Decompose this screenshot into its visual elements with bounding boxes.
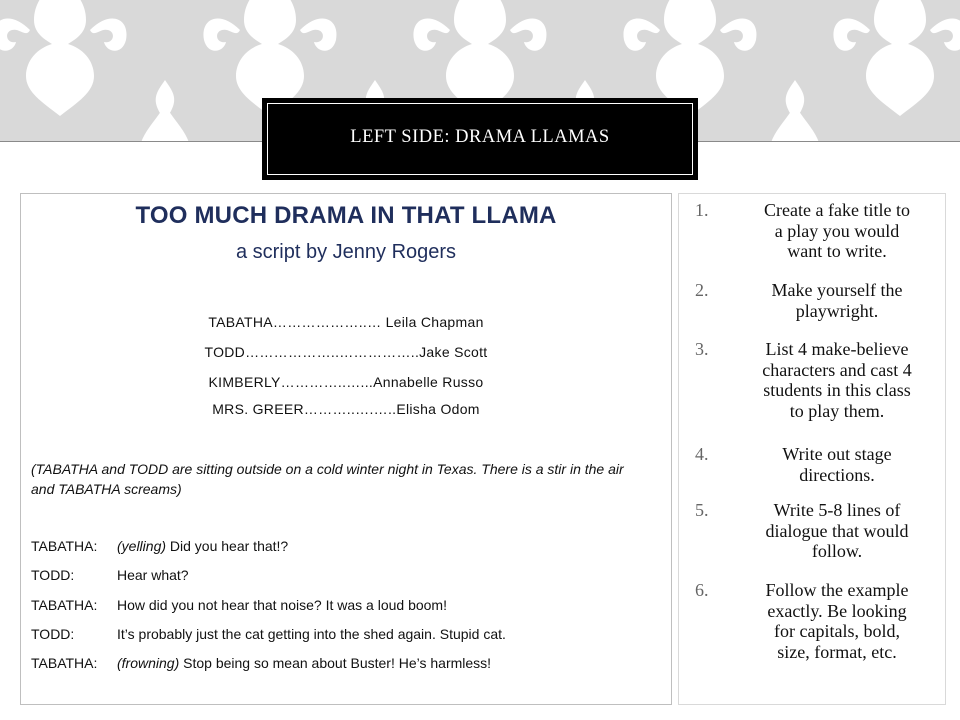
instruction-line: for capitals, bold,: [774, 621, 900, 641]
instruction-line: follow.: [811, 541, 863, 561]
instruction-line: size, format, etc.: [777, 641, 897, 662]
instruction-number: 1.: [695, 200, 709, 220]
instruction-number: 5.: [695, 500, 709, 520]
dialogue-line: [31, 567, 189, 583]
slide-title: LEFT SIDE: DRAMA LLAMAS: [350, 126, 610, 147]
instruction-line: a play you would: [774, 220, 900, 241]
speaker: TABATHA:: [31, 655, 98, 671]
line-text: Stop being so mean about Buster! He’s harmless!: [179, 655, 492, 671]
instruction-item: [679, 200, 947, 262]
instruction-line: want to write.: [787, 241, 887, 261]
instruction-line: Make yourself the: [771, 280, 903, 300]
instruction-item: [679, 280, 947, 321]
instruction-line: dialogue that would: [765, 520, 909, 541]
cast-line: MRS. GREER………..….…..Elisha Odom: [212, 401, 480, 417]
dialogue-line: [31, 597, 447, 613]
speaker: TODD:: [31, 567, 75, 583]
line-text: Hear what?: [117, 567, 189, 583]
instruction-line: to play them.: [789, 400, 885, 421]
speaker: TODD:: [31, 626, 75, 642]
instruction-item: [679, 500, 947, 562]
line-text: How did you not hear that noise? It was a loud boom!: [117, 597, 447, 613]
instruction-number: 4.: [695, 444, 709, 464]
instruction-line: playwright.: [795, 300, 879, 321]
script-title: TOO MUCH DRAMA IN THAT LLAMA: [135, 202, 557, 229]
instruction-line: characters and cast 4: [762, 359, 912, 380]
cast-line: TODD………………..……………..Jake Scott: [204, 344, 488, 360]
instruction-line: students in this class: [763, 380, 911, 400]
speaker: TABATHA:: [31, 538, 98, 554]
instructions-panel: [678, 193, 946, 705]
script-author: a script by Jenny Rogers: [235, 241, 457, 263]
stage-directions: (TABATHA and TODD are sitting outside on a cold winter night in Texas. There is a stir in the air and TABATHA screams): [31, 461, 624, 497]
instruction-number: 2.: [695, 280, 709, 300]
instruction-number: 3.: [695, 339, 709, 359]
line-text: Did you hear that!?: [166, 538, 289, 554]
instruction-line: List 4 make-believe: [765, 339, 909, 359]
instruction-line: Follow the example: [765, 580, 909, 600]
instruction-number: 6.: [695, 580, 709, 600]
slide-title-box: [262, 98, 698, 180]
instruction-line: Create a fake title to: [764, 200, 910, 220]
line-text: It’s probably just the cat getting into the shed again. Stupid cat.: [117, 626, 506, 642]
instruction-line: Write out stage: [782, 444, 892, 464]
dialogue-line: [31, 655, 491, 671]
speaker: TABATHA:: [31, 597, 98, 613]
instruction-item: [679, 580, 947, 662]
script-panel: [20, 193, 672, 705]
instruction-line: exactly. Be looking: [767, 600, 907, 621]
cast-line: TABATHA………………..… Leila Chapman: [208, 314, 484, 330]
dialogue-line: [31, 626, 506, 642]
instruction-line: directions.: [799, 464, 875, 485]
cast-line: KIMBERLY…………..…...Annabelle Russo: [208, 374, 484, 390]
instruction-item: [679, 339, 947, 421]
instruction-line: Write 5-8 lines of: [773, 500, 901, 520]
dialogue-line: [31, 538, 288, 554]
instruction-item: [679, 444, 947, 485]
line-direction: (frowning): [117, 655, 180, 671]
line-direction: (yelling): [117, 538, 167, 554]
